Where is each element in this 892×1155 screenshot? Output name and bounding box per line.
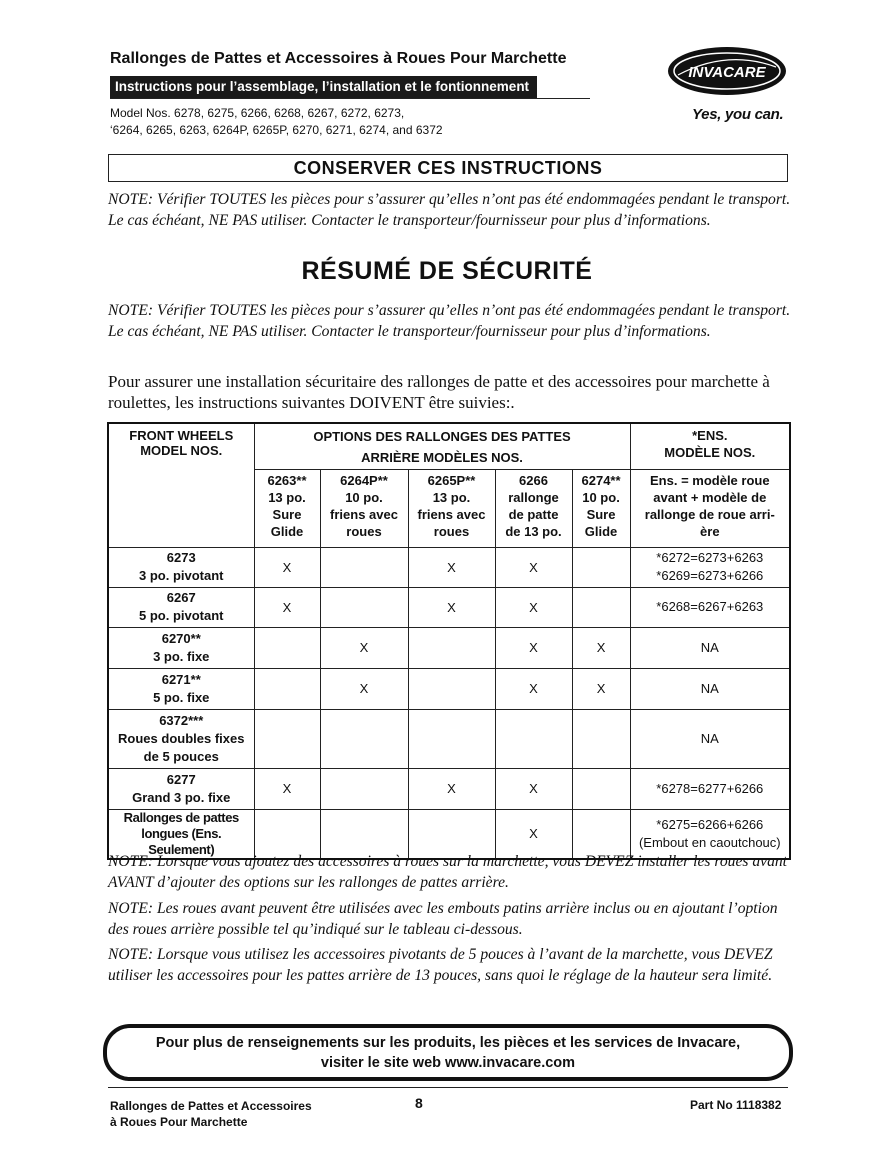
table-cell: X xyxy=(495,768,572,809)
table-header-row xyxy=(108,423,790,469)
tagline: Yes, you can. xyxy=(692,106,784,123)
row-label: Rallonges de pattes longues (Ens. Seulement) xyxy=(108,809,254,859)
model-numbers-line-1: Model Nos. 6278, 6275, 6266, 6268, 6267, 6272, 6273, xyxy=(110,106,405,120)
ens-cell: *6278=6277+6266 xyxy=(630,768,790,809)
intro-paragraph: Pour assurer une installation sécuritaire des rallonges de patte et des accessoires pour marchette à roulettes, les instructions suivantes DOIVENT être suivies:. xyxy=(108,372,770,412)
table-cell xyxy=(320,709,408,768)
subheader-6266: 6266 rallonge de patte de 13 po. xyxy=(495,469,572,547)
options-table xyxy=(107,422,791,860)
subtitle-bar xyxy=(110,76,590,99)
row-label: 6270** 3 po. fixe xyxy=(108,627,254,668)
table-cell: X xyxy=(495,547,572,587)
table-cell: X xyxy=(320,668,408,709)
note-damage-check-1: NOTE: Vérifier TOUTES les pièces pour s’assurer qu’elles n’ont pas été endommagées pendant le transport. Le cas échéant, NE PAS utiliser. Contacter le transporteur/fournisseur pour plus d’informations. xyxy=(108,191,791,229)
table-cell: X xyxy=(572,668,630,709)
table-cell: X xyxy=(408,768,495,809)
logo-text: INVACARE xyxy=(688,64,766,81)
table-row xyxy=(108,668,790,709)
table-row xyxy=(108,547,790,587)
table-cell xyxy=(495,709,572,768)
table-cell xyxy=(254,709,320,768)
invacare-logo-graphic xyxy=(666,45,788,97)
section-heading: RÉSUMÉ DE SÉCURITÉ xyxy=(301,257,593,285)
footer-divider xyxy=(108,1087,788,1088)
table-cell xyxy=(254,627,320,668)
part-number: Part No 1118382 xyxy=(690,1098,782,1112)
subtitle-text: Instructions pour l’assemblage, l’installation et le fontionnement xyxy=(110,76,537,98)
table-cell xyxy=(572,547,630,587)
row-label: 6372*** Roues doubles fixes de 5 pouces xyxy=(108,709,254,768)
subheader-6263: 6263** 13 po. Sure Glide xyxy=(254,469,320,547)
table-cell xyxy=(408,627,495,668)
subheader-6274: 6274** 10 po. Sure Glide xyxy=(572,469,630,547)
note-damage-check-2: NOTE: Vérifier TOUTES les pièces pour s’assurer qu’elles n’ont pas été endommagées pendant le transport. Le cas échéant, NE PAS utiliser. Contacter le transporteur/fournisseur pour plus d’informations. xyxy=(108,302,791,340)
rear-options-header: OPTIONS DES RALLONGES DES PATTES ARRIÈRE MODÈLES NOS. xyxy=(254,423,630,469)
invacare-logo xyxy=(666,45,788,97)
ens-cell: NA xyxy=(630,627,790,668)
table-cell: X xyxy=(408,547,495,587)
row-label: 6277 Grand 3 po. fixe xyxy=(108,768,254,809)
table-cell: X xyxy=(495,627,572,668)
table-row xyxy=(108,587,790,627)
note-front-wheels-usage: NOTE: Les roues avant peuvent être utilisées avec les embouts patins arrière inclus ou en ajoutant l’option des roues arrière possible tel qu’indiqué sur le tableau ci-dessous. xyxy=(108,900,778,938)
model-numbers-line-2: ‘6264, 6265, 6263, 6264P, 6265P, 6270, 6271, 6274, and 6372 xyxy=(110,123,443,137)
table-cell: X xyxy=(408,587,495,627)
ens-cell: NA xyxy=(630,709,790,768)
front-wheels-header: FRONT WHEELS MODEL NOS. xyxy=(108,423,254,547)
table-cell: X xyxy=(495,809,572,859)
row-label: 6267 5 po. pivotant xyxy=(108,587,254,627)
conserver-banner: CONSERVER CES INSTRUCTIONS xyxy=(108,154,788,182)
footer-title: Rallonges de Pattes et Accessoires à Roues Pour Marchette xyxy=(110,1099,312,1129)
subheader-ens-definition: Ens. = modèle roue avant + modèle de rallonge de roue arri- ère xyxy=(630,469,790,547)
table-cell: X xyxy=(254,768,320,809)
table-cell: X xyxy=(254,547,320,587)
table-cell xyxy=(408,709,495,768)
table-cell xyxy=(320,547,408,587)
table-cell: X xyxy=(495,587,572,627)
ens-cell: *6268=6267+6263 xyxy=(630,587,790,627)
note-five-inch-swivel: NOTE: Lorsque vous utilisez les accessoires pivotants de 5 pouces à l’avant de la marchette, vous DEVEZ utiliser les accessoires pour les pattes arrière de 13 pouces, sans quoi le réglage de la hauteur sera limité. xyxy=(108,946,773,984)
ens-cell: *6272=6273+6263 *6269=6273+6266 xyxy=(630,547,790,587)
table-cell: X xyxy=(495,668,572,709)
row-label: 6271** 5 po. fixe xyxy=(108,668,254,709)
ens-header: *ENS. MODÈLE NOS. xyxy=(630,423,790,469)
row-label: 6273 3 po. pivotant xyxy=(108,547,254,587)
table-cell xyxy=(320,768,408,809)
table-cell xyxy=(254,668,320,709)
note-front-wheels-first: NOTE: Lorsque vous ajoutez des accessoires à roues sur la marchette, vous DEVEZ installer les roues avant AVANT d’ajouter des options sur les rallonges de pattes arrière. xyxy=(108,853,787,891)
info-box-line-2: visiter le site web www.invacare.com xyxy=(320,1055,576,1071)
table-cell xyxy=(572,709,630,768)
subheader-6265p: 6265P** 13 po. friens avec roues xyxy=(408,469,495,547)
ens-cell: *6275=6266+6266 (Embout en caoutchouc) xyxy=(630,809,790,859)
table-cell xyxy=(408,668,495,709)
subheader-6264p: 6264P** 10 po. friens avec roues xyxy=(320,469,408,547)
table-row xyxy=(108,709,790,768)
table-cell xyxy=(320,587,408,627)
page-number: 8 xyxy=(415,1095,423,1111)
table-row xyxy=(108,768,790,809)
table-cell: X xyxy=(572,627,630,668)
table-cell xyxy=(572,768,630,809)
table-row xyxy=(108,627,790,668)
document-title: Rallonges de Pattes et Accessoires à Roues Pour Marchette xyxy=(110,50,567,67)
table-cell: X xyxy=(320,627,408,668)
model-numbers xyxy=(110,105,443,139)
table-cell: X xyxy=(254,587,320,627)
info-box xyxy=(103,1024,793,1081)
info-box-line-1: Pour plus de renseignements sur les produits, les pièces et les services de Invacare, xyxy=(155,1035,741,1051)
table-cell xyxy=(572,587,630,627)
ens-cell: NA xyxy=(630,668,790,709)
